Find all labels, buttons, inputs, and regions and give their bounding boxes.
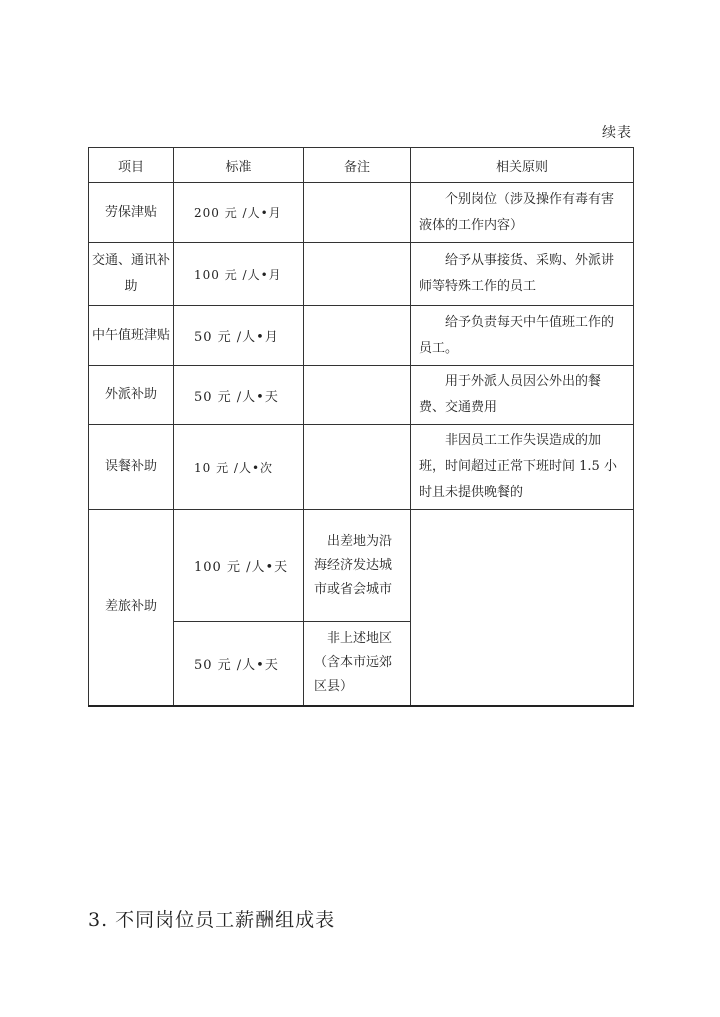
table-header-row — [89, 148, 634, 183]
row-standard: 10 元 /人•次 — [174, 425, 304, 510]
row-standard: 100 元 /人•月 — [174, 243, 304, 306]
section-heading: 3. 不同岗位员工薪酬组成表 — [88, 909, 336, 931]
header-note: 备注 — [304, 148, 411, 183]
row-note — [304, 183, 411, 243]
continued-label: 续表 — [602, 125, 632, 141]
row-item: 交通、通讯补助 — [89, 243, 174, 306]
table-row — [89, 183, 634, 243]
row-principle: 给予从事接货、采购、外派讲师等特殊工作的员工 — [411, 243, 634, 306]
row-standard: 50 元 /人•天 — [174, 366, 304, 425]
header-principle: 相关原则 — [411, 148, 634, 183]
header-item: 项目 — [89, 148, 174, 183]
header-standard: 标准 — [174, 148, 304, 183]
travel-standard-1: 100 元 /人•天 — [174, 510, 304, 622]
row-note — [304, 306, 411, 366]
table-row — [89, 306, 634, 366]
row-item: 误餐补助 — [89, 425, 174, 510]
travel-note-2: 非上述地区（含本市远郊区县） — [304, 622, 411, 706]
row-item: 中午值班津贴 — [89, 306, 174, 366]
row-item: 劳保津贴 — [89, 183, 174, 243]
table-row — [89, 425, 634, 510]
row-note — [304, 366, 411, 425]
travel-note-1: 出差地为沿海经济发达城市或省会城市 — [304, 510, 411, 622]
row-note — [304, 425, 411, 510]
travel-principle — [411, 510, 634, 706]
table-row — [89, 366, 634, 425]
table-row — [89, 510, 634, 622]
row-standard: 50 元 /人•月 — [174, 306, 304, 366]
row-item: 外派补助 — [89, 366, 174, 425]
table-row — [89, 243, 634, 306]
row-principle: 用于外派人员因公外出的餐费、交通费用 — [411, 366, 634, 425]
row-principle: 非因员工工作失误造成的加班，时间超过正常下班时间 1.5 小时且未提供晚餐的 — [411, 425, 634, 510]
row-standard: 200 元 /人•月 — [174, 183, 304, 243]
travel-item: 差旅补助 — [89, 510, 174, 706]
allowance-table — [88, 147, 634, 707]
row-note — [304, 243, 411, 306]
row-principle: 个别岗位（涉及操作有毒有害液体的工作内容） — [411, 183, 634, 243]
row-principle: 给予负责每天中午值班工作的员工。 — [411, 306, 634, 366]
travel-standard-2: 50 元 /人•天 — [174, 622, 304, 706]
